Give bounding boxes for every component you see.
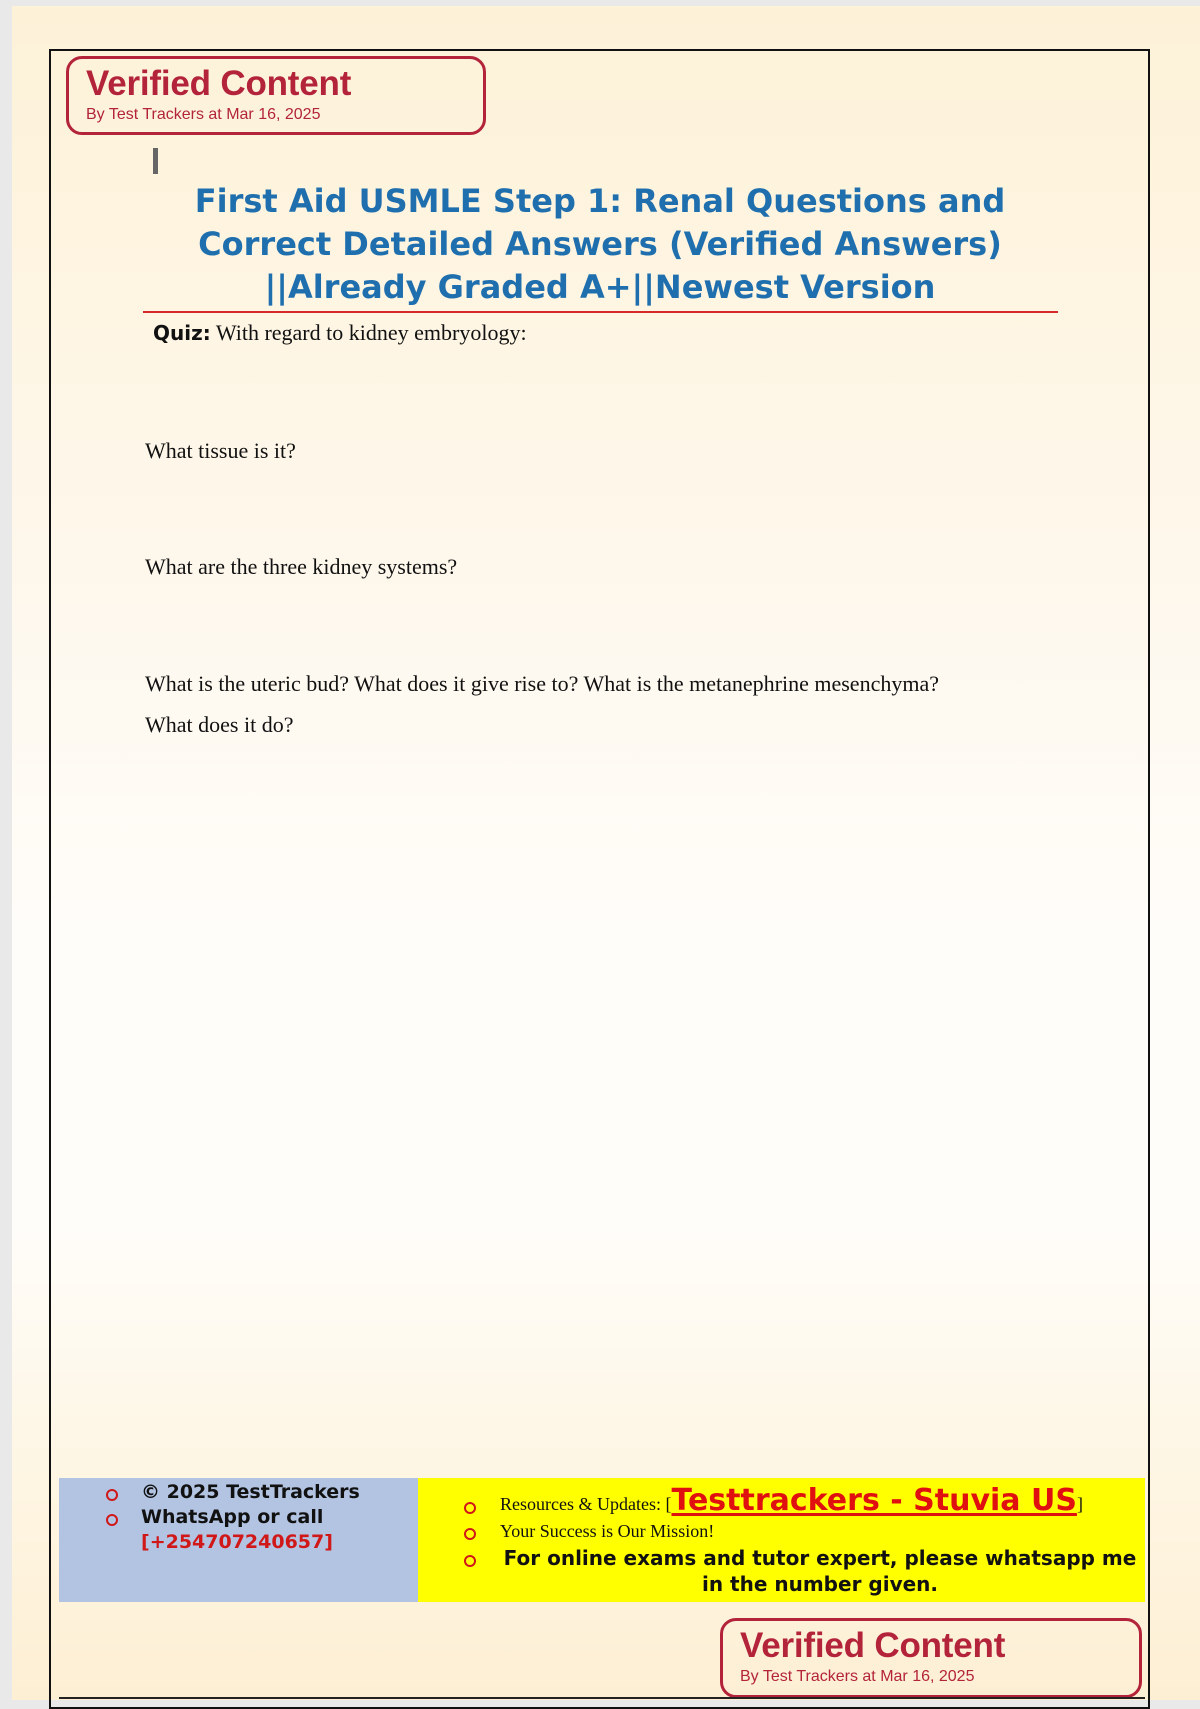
stamp-title: Verified Content (740, 1626, 1006, 1665)
verified-stamp-bottom (720, 1618, 1142, 1698)
bottom-rule (59, 1697, 1145, 1699)
bracket: ] (324, 1531, 333, 1553)
stuvia-link[interactable]: Testtrackers - Stuvia US (671, 1483, 1077, 1518)
resources-line (500, 1483, 1083, 1518)
bullet-icon (106, 1514, 118, 1526)
bullet-icon (464, 1502, 476, 1514)
footer-resources-panel (418, 1478, 1145, 1602)
tutor-line: in the number given. (701, 1572, 938, 1596)
stamp-subtitle: By Test Trackers at Mar 16, 2025 (740, 1668, 975, 1685)
resources-label: Resources & Updates: [ (500, 1494, 672, 1514)
mission-text: Your Success is Our Mission! (500, 1521, 715, 1541)
question-text: What are the three kidney systems? (145, 554, 458, 579)
bullet-icon (464, 1555, 476, 1567)
bracket: [ (141, 1531, 150, 1553)
question-text: What is the uteric bud? What does it give rise to? What is the metanephrine mesenchyma? (145, 671, 939, 696)
quiz-intro (153, 320, 527, 346)
title-line: ||Already Graded A+||Newest Version (264, 268, 936, 306)
bullet-icon (464, 1528, 476, 1540)
footer-phone (141, 1531, 333, 1553)
footer-contact-label: WhatsApp or call (141, 1506, 324, 1528)
tutor-line: For online exams and tutor expert, please whatsapp me (503, 1546, 1137, 1570)
quiz-label: Quiz: (153, 321, 211, 345)
title-line: First Aid USMLE Step 1: Renal Questions and (194, 182, 1006, 220)
document-title (160, 180, 1040, 309)
quiz-text: With regard to kidney embryology: (215, 320, 527, 345)
title-underline (143, 311, 1058, 313)
title-line: Correct Detailed Answers (Verified Answers) (198, 225, 1002, 263)
stamp-title: Verified Content (86, 64, 352, 103)
verified-stamp-top (66, 56, 486, 135)
bracket: ] (1076, 1494, 1083, 1514)
question-text: What tissue is it? (145, 438, 296, 463)
text-cursor (153, 148, 158, 174)
bullet-icon (106, 1489, 118, 1501)
question-text: What does it do? (145, 712, 294, 737)
stamp-subtitle: By Test Trackers at Mar 16, 2025 (86, 106, 321, 123)
phone-number[interactable]: +254707240657 (149, 1531, 325, 1553)
footer-copyright: © 2025 TestTrackers (141, 1481, 360, 1503)
tutor-notice (500, 1545, 1140, 1597)
footer-contact-panel (59, 1478, 418, 1602)
